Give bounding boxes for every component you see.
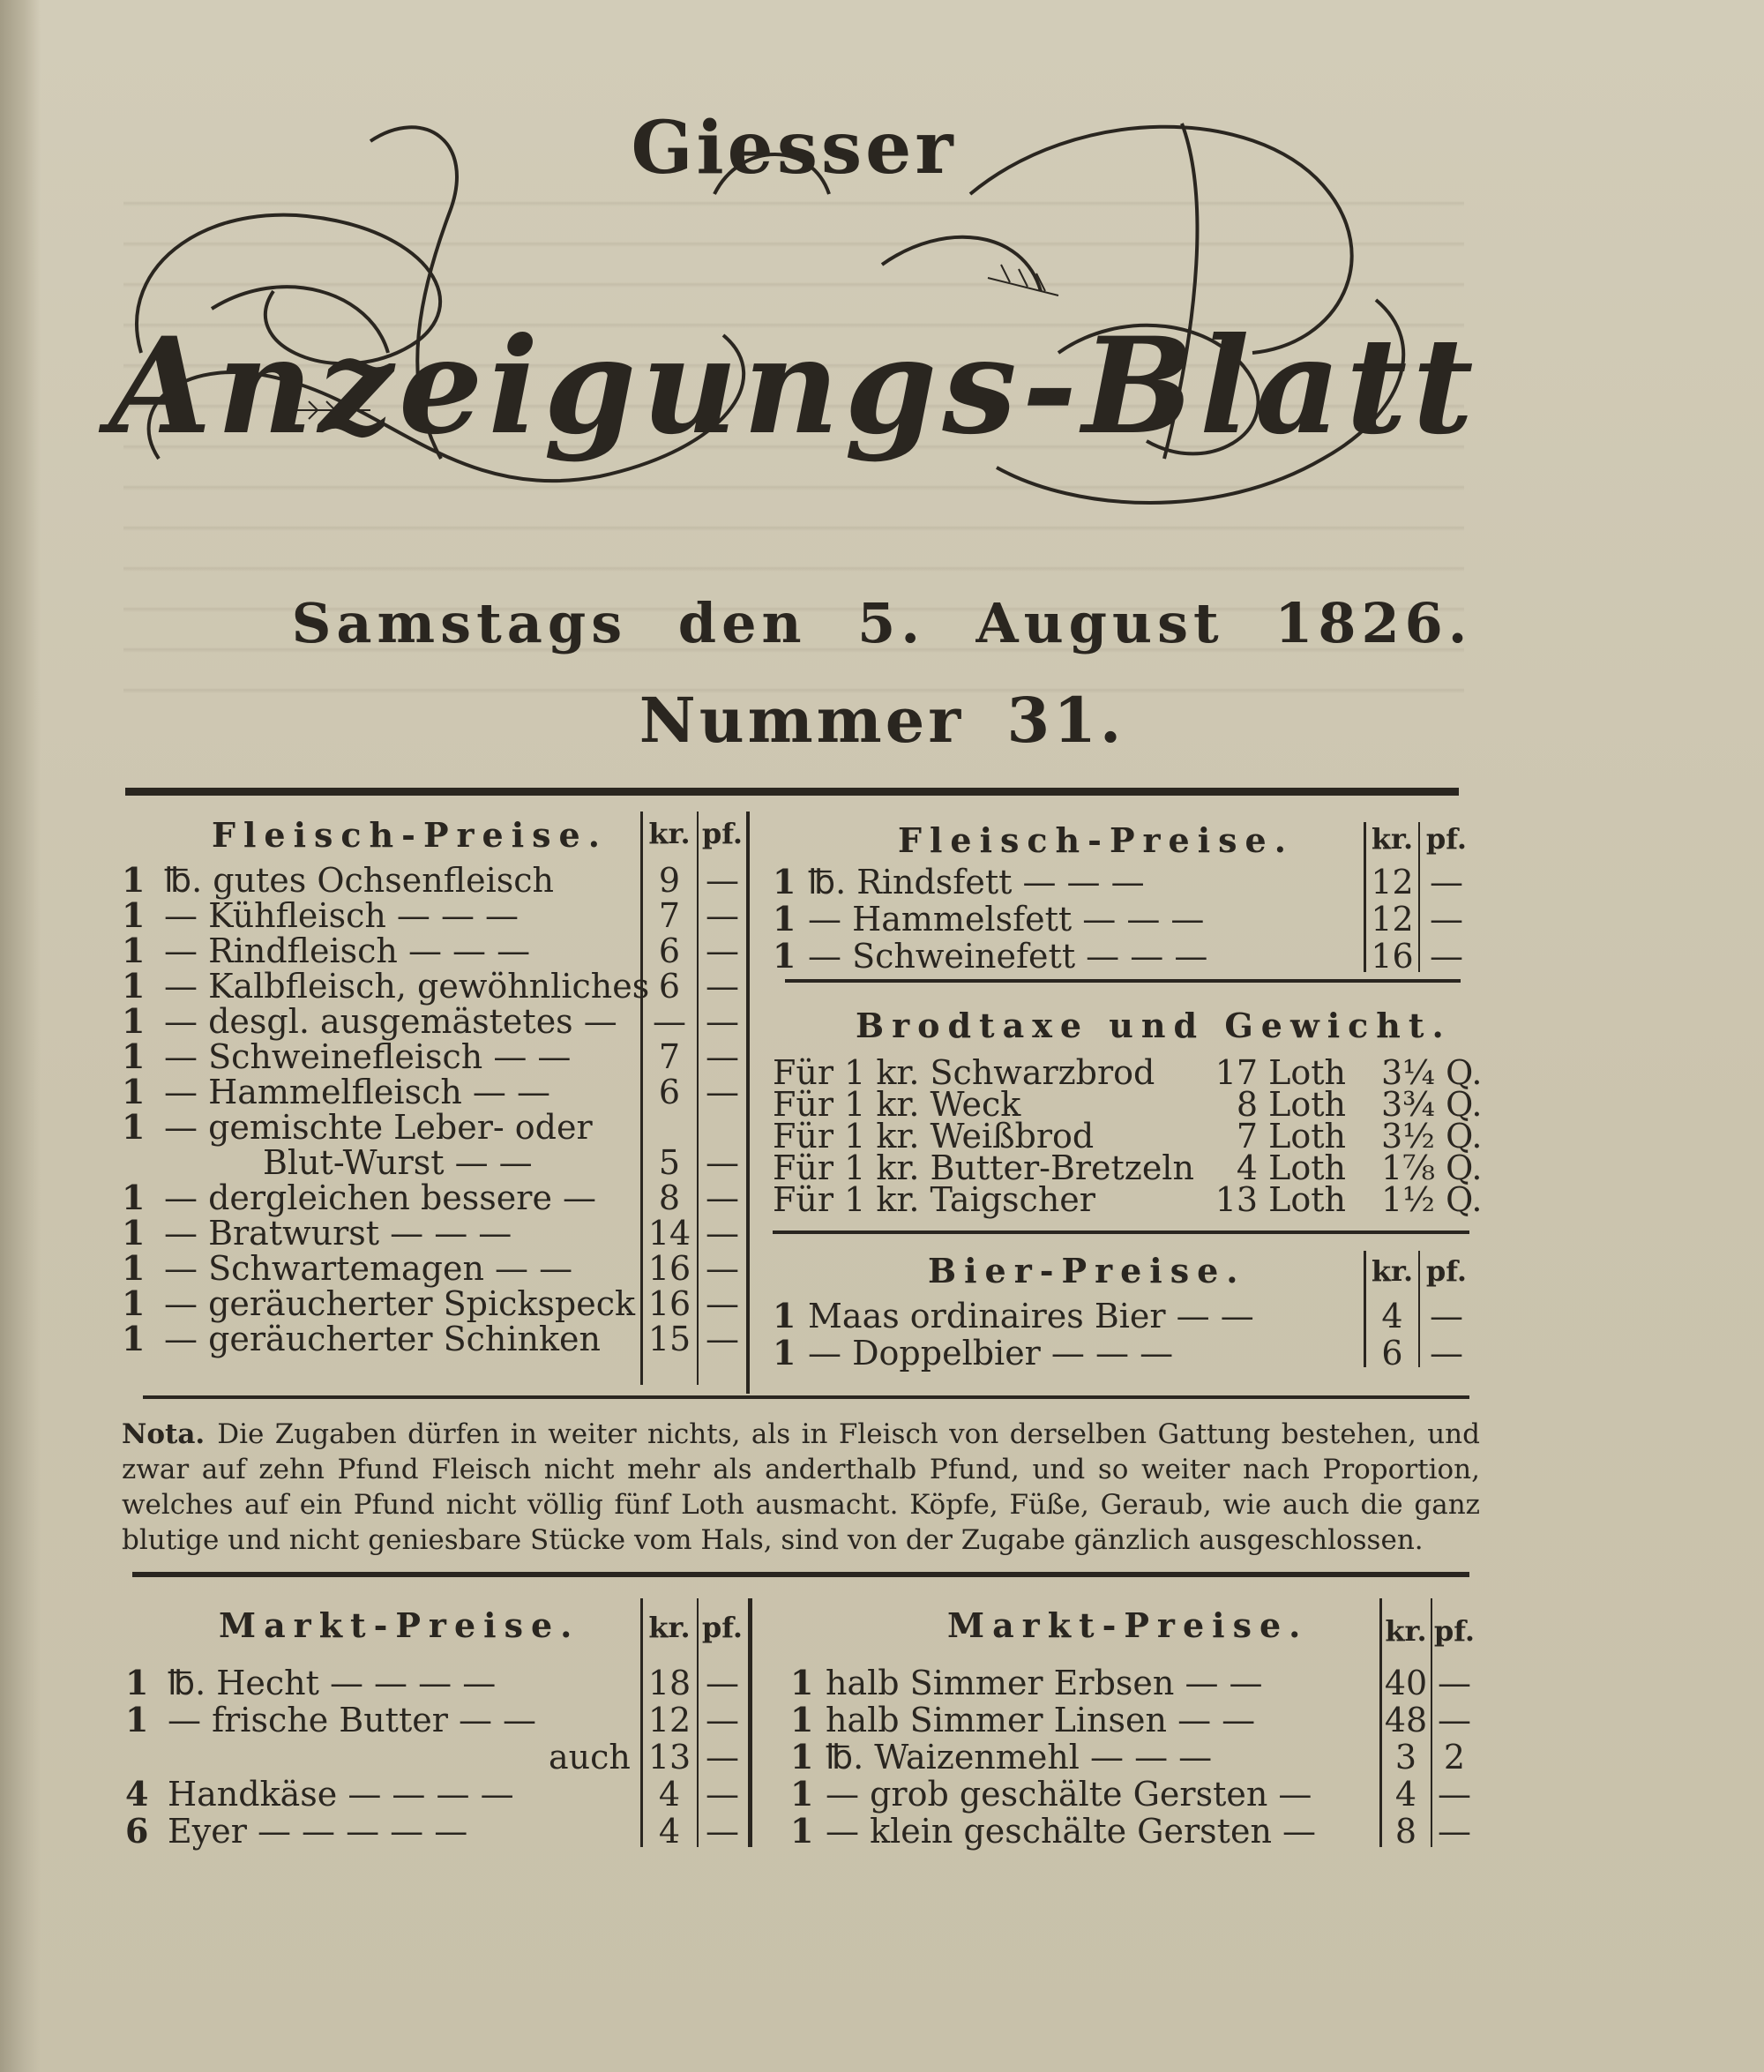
price-row [790, 1665, 1478, 1701]
row-kr-value: 8 [1394, 1812, 1417, 1851]
row-quantity: 1 [122, 1107, 146, 1147]
row-item-name: — Schweinefleisch — — [164, 1037, 572, 1076]
row-item-name: — frische Butter — — [168, 1701, 537, 1739]
row-pf-value: — [1438, 1664, 1471, 1702]
brodtaxe-weight: 8 Loth [1236, 1085, 1346, 1124]
row-quantity: 1 [122, 1072, 146, 1111]
brodtaxe-label: Für 1 kr. Taigscher [773, 1180, 1095, 1219]
row-quantity: 6 [125, 1811, 149, 1851]
row-pf-value: — [1438, 1775, 1471, 1814]
row-item-name: — Schweinefett — — — [808, 937, 1208, 976]
fleisch-right-kr-header: kr. [1371, 822, 1414, 856]
row-quantity: 1 [790, 1811, 814, 1851]
price-row [122, 1180, 748, 1216]
row-quantity: 1 [125, 1663, 149, 1702]
row-kr-value: 16 [647, 1284, 691, 1323]
row-pf-value: — [1438, 1812, 1471, 1851]
row-quantity: 1 [773, 1333, 796, 1373]
row-kr-value: 6 [658, 1073, 681, 1111]
row-item-name: ℔. Hecht — — — — [168, 1664, 497, 1702]
row-quantity: 1 [773, 1296, 796, 1335]
row-pf-value: — [1430, 1297, 1463, 1335]
markt-left-kr-header: kr. [648, 1611, 691, 1644]
brodtaxe-extra: 1½ Q. [1381, 1180, 1483, 1219]
row-quantity: 1 [122, 1178, 146, 1217]
bier-top-rule [773, 1230, 1469, 1234]
row-pf-value: — [706, 1249, 739, 1288]
row-quantity: 1 [125, 1700, 149, 1739]
row-pf-value: — [1430, 1334, 1463, 1373]
row-item-name: — dergleichen bessere — [164, 1178, 597, 1217]
row-kr-value: 12 [1371, 900, 1414, 939]
price-row [773, 901, 1469, 937]
row-item-name: Eyer — — — — — [168, 1812, 468, 1851]
row-kr-value: 12 [1371, 863, 1414, 901]
row-kr-value: 16 [1371, 937, 1414, 976]
row-pf-value: — [1430, 863, 1463, 901]
row-kr-value: 40 [1384, 1664, 1428, 1702]
row-kr-value: 5 [658, 1143, 681, 1182]
row-kr-value: 12 [647, 1701, 691, 1739]
row-kr-value: 18 [647, 1664, 691, 1702]
row-pf-value: — [706, 967, 739, 1006]
row-pf-value: — [706, 931, 739, 970]
row-item-name: — grob geschälte Gersten — [826, 1775, 1312, 1814]
row-item-name: ℔. gutes Ochsenfleisch [164, 861, 554, 900]
row-item-name: Handkäse — — — — [168, 1775, 514, 1814]
row-pf-value: — [706, 861, 739, 900]
row-quantity: 1 [122, 1213, 146, 1253]
brodtaxe-extra: 3½ Q. [1381, 1117, 1483, 1156]
brodtaxe-extra: 3¾ Q. [1381, 1085, 1483, 1124]
row-item-name: Maas ordinaires Bier — — [808, 1297, 1254, 1335]
markt-center-divider [748, 1598, 752, 1847]
row-item-name: — Kalbfleisch, gewöhnliches [164, 967, 650, 1006]
row-kr-value: 6 [1381, 1334, 1403, 1373]
brodtaxe-heading: Brodtaxe und Gewicht. [856, 1006, 1452, 1045]
row-pf-value: — [706, 1320, 739, 1358]
brodtaxe-weight: 17 Loth [1215, 1053, 1346, 1092]
row-pf-value: — [706, 1284, 739, 1323]
brodtaxe-label: Für 1 kr. Schwarzbrod [773, 1053, 1155, 1092]
nota-top-rule [143, 1395, 1469, 1399]
row-quantity: 1 [790, 1700, 814, 1739]
row-quantity: 1 [122, 966, 146, 1006]
brodtaxe-extra: 3¼ Q. [1381, 1053, 1483, 1092]
row-kr-value: 4 [1381, 1297, 1403, 1335]
row-quantity: 1 [122, 860, 146, 900]
markt-left-pf-header: pf. [701, 1611, 744, 1644]
markt-top-rule [132, 1572, 1469, 1577]
price-row [122, 1248, 748, 1288]
dateline: Samstags den 5. August 1826. [291, 591, 1473, 655]
row-kr-value: 7 [658, 1037, 681, 1076]
price-row [122, 860, 748, 900]
row-quantity: 1 [790, 1663, 814, 1702]
price-row [790, 1702, 1478, 1738]
row-kr-value: 3 [1394, 1738, 1417, 1777]
price-row [773, 1335, 1469, 1371]
row-item-name: halb Simmer Linsen — — [826, 1701, 1256, 1739]
row-item-name: — geräucherter Schinken [164, 1320, 602, 1358]
nota-label: Nota. [122, 1418, 206, 1450]
row-item-name: — Bratwurst — — — [164, 1214, 512, 1253]
price-row [125, 1774, 748, 1814]
price-row [122, 1321, 748, 1357]
row-kr-value: 4 [658, 1812, 681, 1851]
fleisch-left-heading: Fleisch-Preise. [212, 815, 608, 855]
price-row [122, 895, 748, 935]
row-pf-value: — [1430, 900, 1463, 939]
bier-pf-header: pf. [1425, 1254, 1468, 1288]
row-pf-value: — [706, 1664, 739, 1702]
price-row [122, 1213, 748, 1253]
price-row [125, 1811, 748, 1851]
row-item-name: — Hammelsfett — — — [808, 900, 1205, 939]
price-row [122, 1145, 748, 1180]
row-item-name: auch [549, 1738, 631, 1777]
brodtaxe-label: Für 1 kr. Butter-Bretzeln [773, 1148, 1194, 1187]
price-row [125, 1702, 748, 1738]
row-pf-value: — [706, 896, 739, 935]
row-quantity: 1 [790, 1774, 814, 1814]
fleisch-left-pf-header: pf. [701, 817, 744, 850]
price-row [122, 1036, 748, 1076]
row-quantity: 1 [122, 895, 146, 935]
brodtaxe-top-rule [785, 979, 1461, 983]
row-item-name: halb Simmer Erbsen — — [826, 1664, 1263, 1702]
brodtaxe-label: Für 1 kr. Weißbrod [773, 1117, 1095, 1156]
row-kr-value: — [653, 1002, 686, 1041]
price-row [773, 1298, 1469, 1334]
row-quantity: 1 [122, 1001, 146, 1041]
brodtaxe-extra: 1⅞ Q. [1381, 1148, 1483, 1187]
markt-right-pf-header: pf. [1433, 1614, 1476, 1648]
fleisch-left-kr-header: kr. [648, 817, 691, 850]
row-kr-value: 7 [658, 896, 681, 935]
row-item-name: — Hammelfleisch — — [164, 1073, 550, 1111]
masthead-title-small: Giesser [631, 106, 957, 191]
row-kr-value: 6 [658, 967, 681, 1006]
row-pf-value: — [706, 1214, 739, 1253]
price-row [122, 1001, 748, 1041]
price-row [773, 936, 1469, 976]
price-row [122, 933, 748, 969]
masthead [106, 88, 1482, 582]
row-pf-value: — [1430, 937, 1463, 976]
brodtaxe-weight: 4 Loth [1236, 1148, 1346, 1187]
markt-right-heading: Markt-Preise. [947, 1605, 1309, 1645]
row-item-name: — Doppelbier — — — [808, 1334, 1174, 1373]
row-item-name: ℔. Waizenmehl — — — [826, 1738, 1213, 1777]
row-item-name: ℔. Rindsfett — — — [808, 863, 1145, 901]
row-pf-value: — [706, 1812, 739, 1851]
price-row [125, 1739, 748, 1775]
row-item-name: — gemischte Leber- oder [164, 1108, 593, 1147]
row-kr-value: 6 [658, 931, 681, 970]
price-row [125, 1665, 748, 1701]
brodtaxe-weight: 7 Loth [1236, 1117, 1346, 1156]
price-row [122, 966, 748, 1006]
row-pf-value: — [706, 1738, 739, 1777]
price-row [790, 1774, 1478, 1814]
row-item-name: Blut-Wurst — — [263, 1143, 533, 1182]
row-pf-value: — [706, 1701, 739, 1739]
issue-number: Nummer 31. [639, 684, 1125, 757]
fleisch-right-pf-header: pf. [1425, 822, 1468, 856]
page-spine-shadow [0, 0, 41, 2072]
row-quantity: 1 [122, 1319, 146, 1358]
bier-kr-header: kr. [1371, 1254, 1414, 1288]
row-quantity: 1 [122, 1283, 146, 1323]
markt-left-heading: Markt-Preise. [219, 1605, 580, 1645]
row-quantity: 1 [790, 1737, 814, 1777]
row-item-name: — Schwartemagen — — [164, 1249, 573, 1288]
row-item-name: — Kühfleisch — — — [164, 896, 519, 935]
price-row [790, 1739, 1478, 1775]
brodtaxe-weight: 13 Loth [1215, 1180, 1346, 1219]
price-row [122, 1283, 748, 1323]
row-pf-value: — [706, 1002, 739, 1041]
row-quantity: 1 [773, 862, 796, 901]
masthead-title-big: Anzeigungs-Blatt [108, 309, 1479, 464]
row-pf-value: — [706, 1178, 739, 1217]
row-kr-value: 9 [658, 861, 681, 900]
row-kr-value: 13 [647, 1738, 691, 1777]
price-row [122, 1074, 748, 1110]
row-kr-value: 4 [1394, 1775, 1417, 1814]
row-quantity: 4 [125, 1774, 149, 1814]
brodtaxe-label: Für 1 kr. Weck [773, 1085, 1021, 1124]
row-quantity: 1 [122, 1248, 146, 1288]
row-pf-value: — [706, 1073, 739, 1111]
row-pf-value: — [706, 1143, 739, 1182]
row-quantity: 1 [122, 931, 146, 970]
row-item-name: — geräucherter Spickspeck [164, 1284, 636, 1323]
nota-text: Die Zugaben dürfen in weiter nichts, als in Fleisch von derselben Gattung bestehen, und zwar auf zehn Pfund Fleisch nicht mehr als anderthalb Pfund, und so weiter nach Proportion, welches auf ein Pfund nicht völlig fünf Loth ausmacht. Köpfe, Füße, Geraub, wie auch die ganz blutige und nicht geniesbare Stücke vom Hals, sind von der Zugabe gänzlich ausgeschlossen. [122, 1418, 1480, 1556]
nota-paragraph [122, 1417, 1480, 1558]
row-quantity: 1 [773, 899, 796, 939]
fleisch-right-heading: Fleisch-Preise. [898, 820, 1294, 860]
row-kr-value: 8 [658, 1178, 681, 1217]
row-quantity: 1 [773, 936, 796, 976]
row-kr-value: 16 [647, 1249, 691, 1288]
row-kr-value: 15 [647, 1320, 691, 1358]
price-row [773, 864, 1469, 900]
price-row [790, 1811, 1478, 1851]
row-pf-value: 2 [1443, 1738, 1466, 1777]
markt-right-kr-header: kr. [1385, 1614, 1427, 1648]
row-quantity: 1 [122, 1036, 146, 1076]
row-item-name: — desgl. ausgemästetes — [164, 1002, 617, 1041]
price-row [122, 1107, 748, 1147]
row-item-name: — Rindfleisch — — — [164, 931, 531, 970]
row-item-name: — klein geschälte Gersten — [826, 1812, 1316, 1851]
top-rule [125, 788, 1459, 796]
row-pf-value: — [706, 1037, 739, 1076]
bier-heading: Bier-Preise. [928, 1251, 1246, 1290]
row-kr-value: 48 [1384, 1701, 1428, 1739]
row-kr-value: 4 [658, 1775, 681, 1814]
row-kr-value: 14 [647, 1214, 691, 1253]
row-pf-value: — [706, 1775, 739, 1814]
brodtaxe-row [773, 1180, 1483, 1219]
row-pf-value: — [1438, 1701, 1471, 1739]
